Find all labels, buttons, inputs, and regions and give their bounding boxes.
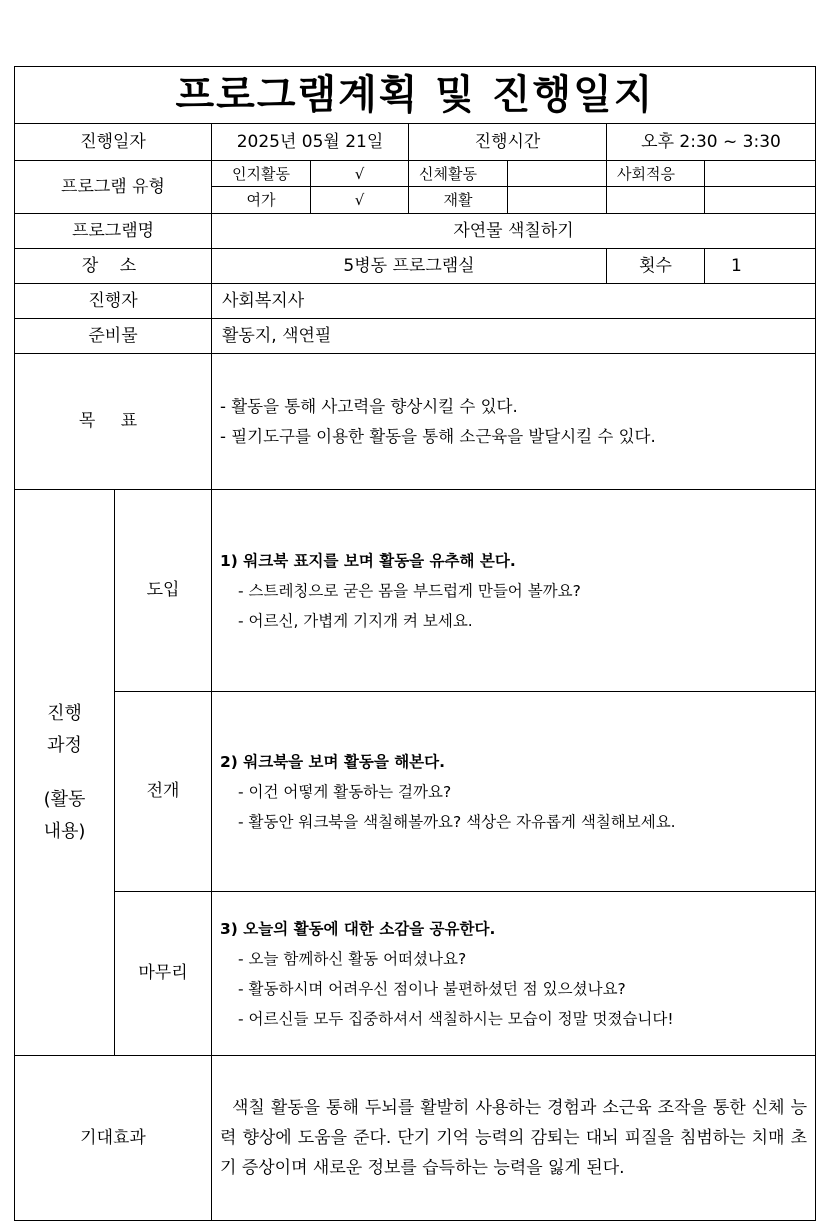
type-leisure-check: √ (310, 186, 409, 214)
place-value: 5병동 프로그램실 (211, 248, 607, 284)
program-name-value: 자연물 색칠하기 (211, 213, 816, 249)
type-physical: 신체활동 (408, 160, 508, 187)
develop-label: 전개 (114, 691, 212, 892)
develop-content (211, 691, 816, 892)
type-social-check (704, 160, 816, 187)
materials-value: 활동지, 색연필 (211, 318, 816, 354)
page-title: 프로그램계획 및 진행일지 (14, 66, 816, 124)
effect-content (211, 1055, 816, 1221)
closing-heading: 3) 오늘의 활동에 대한 소감을 공유한다. (220, 919, 496, 938)
type-rehab: 재활 (408, 186, 508, 214)
intro-line-1: - 스트레칭으로 굳은 몸을 부드럽게 만들어 볼까요? (238, 581, 581, 600)
effect-label: 기대효과 (14, 1055, 212, 1221)
leader-value: 사회복지사 (211, 283, 816, 319)
type-leisure: 여가 (211, 186, 311, 214)
materials-label: 준비물 (14, 318, 212, 354)
intro-content (211, 489, 816, 692)
type-physical-check (507, 160, 607, 187)
process-label-line-3: (활동 (43, 788, 86, 810)
count-label: 횟수 (606, 248, 705, 284)
type-empty-2 (704, 186, 816, 214)
time-value: 오후 2:30 ~ 3:30 (606, 123, 816, 161)
date-value: 2025년 05월 21일 (211, 123, 409, 161)
effect-text: 색칠 활동을 통해 두뇌를 활발히 사용하는 경험과 소근육 조작을 통한 신체 능력 향상에 도움을 준다. 단기 기억 능력의 감퇴는 대뇌 피질을 침범하는 치매 초기 증상이며 새로운 정보를 습득하는 능력을 잃게 된다. (220, 1098, 808, 1178)
type-social: 사회적응 (606, 160, 705, 187)
process-label-line-4: 내용) (43, 820, 86, 842)
goal-line-1: - 활동을 통해 사고력을 향상시킬 수 있다. (220, 396, 518, 416)
closing-line-2: - 활동하시며 어려우신 점이나 불편하셨던 점 있으셨나요? (238, 979, 626, 998)
program-name-label: 프로그램명 (14, 213, 212, 249)
intro-line-2: - 어르신, 가볍게 기지개 켜 보세요. (238, 611, 473, 630)
date-label: 진행일자 (14, 123, 212, 161)
process-label-line-1: 진행 (47, 702, 82, 724)
type-empty-1 (606, 186, 705, 214)
count-value: 1 (704, 248, 816, 284)
intro-heading: 1) 워크북 표지를 보며 활동을 유추해 본다. (220, 551, 516, 570)
goal-label: 목 표 (14, 353, 212, 490)
place-label: 장 소 (14, 248, 212, 284)
goal-line-2: - 필기도구를 이용한 활동을 통해 소근육을 발달시킬 수 있다. (220, 426, 656, 446)
develop-heading: 2) 워크북을 보며 활동을 해본다. (220, 752, 446, 771)
process-label (14, 489, 115, 1056)
develop-line-1: - 이건 어떻게 활동하는 걸까요? (238, 782, 452, 801)
goal-content (211, 353, 816, 490)
leader-label: 진행자 (14, 283, 212, 319)
process-label-line-2: 과정 (47, 734, 82, 756)
type-cognitive-check: √ (310, 160, 409, 187)
closing-label: 마무리 (114, 891, 212, 1056)
closing-line-1: - 오늘 함께하신 활동 어떠셨나요? (238, 949, 467, 968)
type-cognitive: 인지활동 (211, 160, 311, 187)
type-rehab-check (507, 186, 607, 214)
program-type-label: 프로그램 유형 (14, 160, 212, 214)
develop-line-2: - 활동안 워크북을 색칠해볼까요? 색상은 자유롭게 색칠해보세요. (238, 812, 676, 831)
closing-line-3: - 어르신들 모두 집중하셔서 색칠하시는 모습이 정말 멋졌습니다! (238, 1009, 674, 1028)
time-label: 진행시간 (408, 123, 607, 161)
intro-label: 도입 (114, 489, 212, 692)
closing-content (211, 891, 816, 1056)
